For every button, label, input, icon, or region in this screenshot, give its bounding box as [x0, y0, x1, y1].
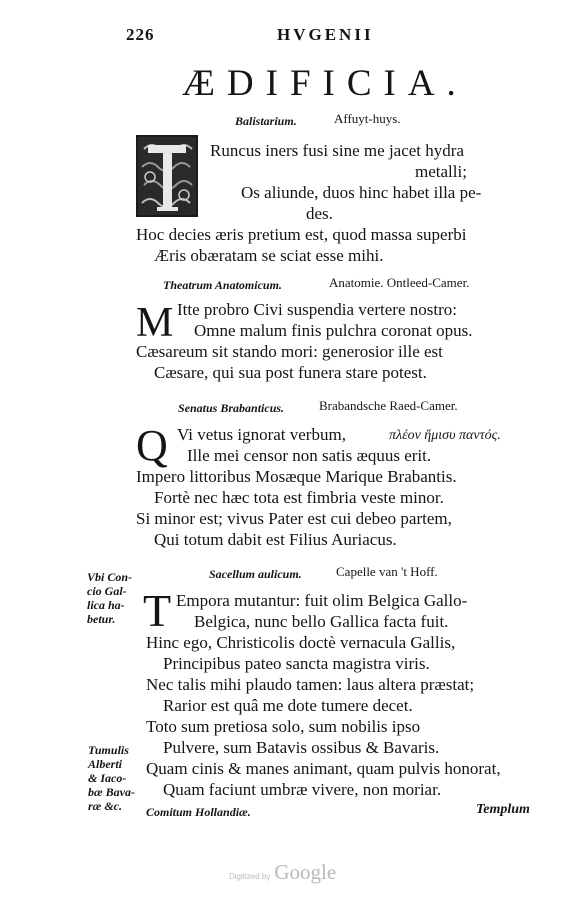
verse-line: Si minor est; vivus Pater est cui debeo partem,	[136, 509, 452, 528]
drop-cap-letter: M	[136, 300, 174, 346]
verse-line: Cæsare, qui sua post funera stare potest.	[154, 363, 427, 382]
margin-note	[88, 743, 135, 813]
section-heading-latin: Senatus Brabanticus.	[178, 401, 285, 415]
margin-note-line: Alberti	[88, 757, 123, 771]
margin-note-line: & Iaco-	[88, 771, 127, 785]
verse-line: Rarior est quâ me dote tumere decet.	[163, 696, 413, 715]
section-heading-latin: Balistarium.	[235, 114, 297, 128]
verse-line: metalli;	[415, 162, 467, 181]
verse-line: Nec talis mihi plaudo tamen: laus altera præstat;	[146, 675, 475, 694]
margin-note-line: bæ Bava-	[88, 785, 135, 799]
verse-line: Runcus iners fusi sine me jacet hydra	[210, 141, 464, 160]
margin-note-line: betur.	[87, 612, 116, 626]
verse-line: Empora mutantur: fuit olim Belgica Gallo-	[176, 591, 468, 610]
page-title: ÆDIFICIA.	[182, 63, 468, 104]
section-heading-vernacular: Brabandsche Raed-Camer.	[319, 398, 458, 413]
drop-cap-letter: T	[143, 585, 172, 636]
section-heading-vernacular: Capelle van 't Hoff.	[336, 564, 438, 579]
digitized-by-label: Digitized by	[229, 872, 271, 881]
digitized-watermark	[229, 860, 336, 885]
verse-line: Toto sum pretiosa solo, sum nobilis ipso	[146, 717, 421, 736]
margin-note-line: lica ha-	[87, 598, 125, 612]
verse-line: Quam faciunt umbræ vivere, non moriar.	[163, 780, 442, 799]
verse-line: Os aliunde, duos hinc habet illa pe-	[241, 183, 482, 202]
verse-line: Impero littoribus Mosæque Marique Brabantis.	[136, 467, 457, 486]
running-title: HVGENII	[277, 25, 374, 44]
verse-line: Belgica, nunc bello Gallica facta fuit.	[194, 612, 449, 631]
section-heading-vernacular: Affuyt-huys.	[334, 111, 401, 126]
google-logo: Google	[274, 860, 337, 884]
catchword: Templum	[476, 802, 530, 817]
section-heading-latin: Sacellum aulicum.	[209, 567, 302, 581]
verse-line: Æris obæratam se sciat esse mihi.	[154, 246, 384, 265]
page-number: 226	[126, 25, 155, 44]
verse-line: Quam cinis & manes animant, quam pulvis honorat,	[146, 759, 501, 778]
margin-note-line: Vbi Con-	[87, 570, 133, 584]
verse-line: Qui totum dabit est Filius Auriacus.	[154, 530, 397, 549]
verse-line: Principibus pateo sancta magistra viris.	[163, 654, 430, 673]
greek-phrase: πλέον ἥμισυ παντός.	[389, 428, 501, 443]
margin-note	[87, 570, 132, 626]
verse-line: Hinc ego, Christicolis doctè vernacula Gallis,	[146, 633, 456, 652]
section-heading-vernacular: Anatomie. Ontleed-Camer.	[329, 275, 470, 290]
margin-note-line: cio Gal-	[87, 584, 127, 598]
verse-line: Vi vetus ignorat verbum,	[177, 425, 346, 444]
margin-note-line: ræ &c.	[88, 799, 122, 813]
verse-line: Ille mei censor non satis æquus erit.	[187, 446, 432, 465]
verse-line: Itte probro Civi suspendia vertere nostro:	[177, 300, 457, 319]
verse-line: Pulvere, sum Batavis ossibus & Bavaris.	[163, 738, 440, 757]
drop-cap-letter: Q	[136, 421, 168, 470]
margin-note-line: Tumulis	[88, 743, 129, 757]
verse-line: Hoc decies æris pretium est, quod massa superbi	[136, 225, 467, 244]
verse-line: Cæsareum sit stando mori: generosior ille est	[136, 342, 443, 361]
section-heading-latin: Theatrum Anatomicum.	[163, 278, 282, 292]
verse-line: des.	[306, 204, 333, 223]
section-heading-latin: Comitum Hollandiæ.	[146, 805, 251, 819]
verse-line: Omne malum finis pulchra coronat opus.	[194, 321, 473, 340]
drop-cap-ornament	[136, 135, 198, 217]
verse-line: Fortè nec hæc tota est fimbria veste minor.	[154, 488, 444, 507]
